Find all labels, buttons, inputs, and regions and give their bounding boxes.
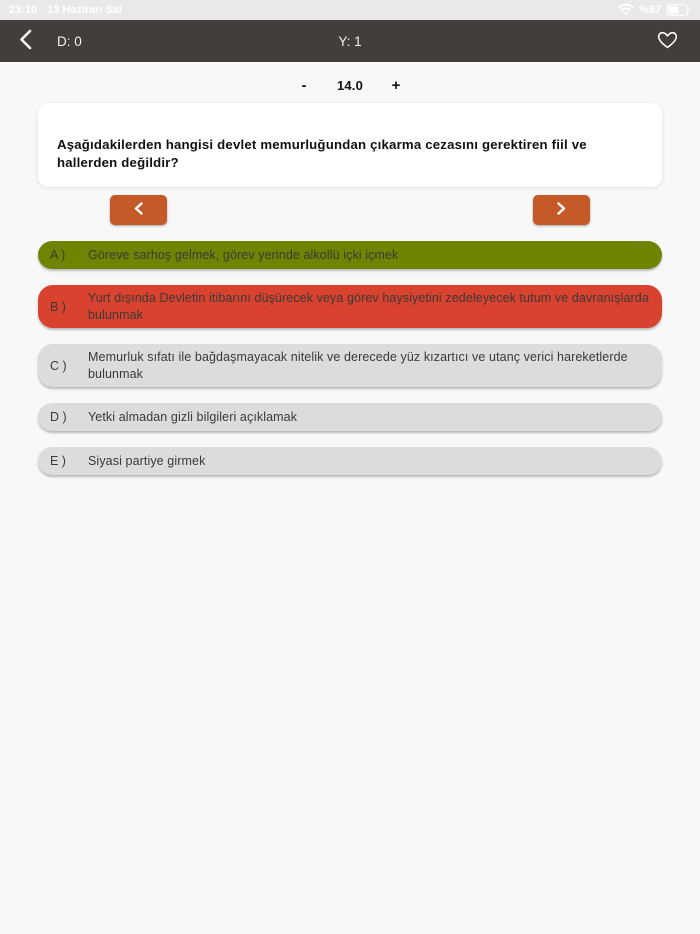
question-nav (0, 195, 700, 225)
option-text: Göreve sarhoş gelmek, görev yerinde alkollü içki içmek (88, 247, 399, 262)
option-text: Yurt dışında Devletin itibarını düşürecek veya görev haysiyetini zedeleyecek tutum ve davranışlarda bulunmak (88, 291, 649, 322)
status-bar (0, 0, 700, 20)
battery-percent: %57 (638, 4, 661, 16)
answer-option-a[interactable] (38, 241, 662, 269)
right-count: Y: 1 (338, 33, 362, 49)
option-text: Memurluk sıfatı ile bağdaşmayacak nitelik ve derecede yüz kızartıcı ve utanç verici hareketlerde bulunmak (88, 350, 628, 381)
option-letter: A ) (50, 248, 66, 262)
date: 13 Haziran Sal (47, 4, 122, 16)
answer-option-b[interactable] (38, 285, 662, 328)
wrong-count: D: 0 (57, 33, 82, 49)
next-question-button[interactable] (533, 195, 590, 225)
chevron-left-icon (134, 202, 143, 218)
back-button[interactable] (10, 20, 40, 62)
favorite-button[interactable] (652, 20, 682, 62)
chevron-right-icon (557, 202, 566, 218)
option-text: Siyasi partiye girmek (88, 453, 206, 468)
clock: 23:10 (9, 4, 38, 16)
question-card (38, 103, 662, 187)
options-list (38, 241, 662, 475)
wifi-icon (618, 3, 634, 18)
answer-option-c[interactable] (38, 344, 662, 387)
prev-question-button[interactable] (110, 195, 167, 225)
font-size-stepper (0, 77, 700, 94)
font-size-value: 14.0 (336, 78, 364, 93)
font-size-decrease-button[interactable]: - (301, 77, 307, 94)
back-chevron-icon (19, 29, 32, 53)
question-text: Aşağıdakilerden hangisi devlet memurluğundan çıkarma cezasını gerektiren fiil ve hallerden değildir? (57, 137, 587, 170)
font-size-increase-button[interactable]: + (391, 77, 401, 94)
option-letter: E ) (50, 454, 66, 468)
heart-outline-icon (657, 30, 678, 53)
option-text: Yetki almadan gizli bilgileri açıklamak (88, 409, 298, 424)
battery-icon (666, 4, 691, 16)
answer-option-e[interactable] (38, 447, 662, 475)
option-letter: D ) (50, 410, 67, 424)
option-letter: C ) (50, 358, 67, 373)
option-letter: B ) (50, 299, 66, 314)
app-header (0, 20, 700, 62)
answer-option-d[interactable] (38, 403, 662, 431)
